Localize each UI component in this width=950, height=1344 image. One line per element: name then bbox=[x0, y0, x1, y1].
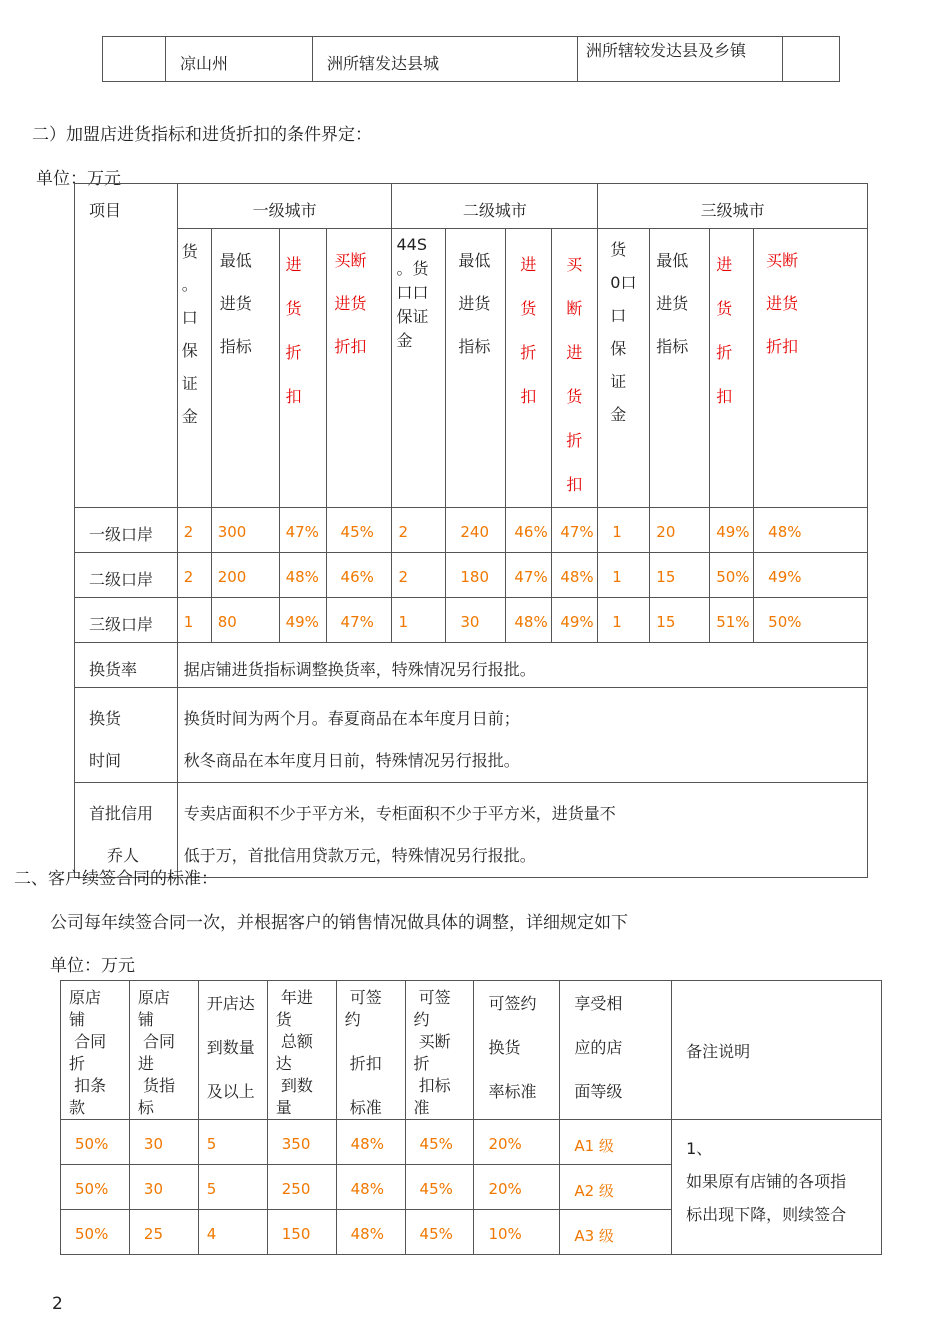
exchange-rate-text: 据店铺进货指标调整换货率，特殊情况另行报批。 bbox=[177, 643, 867, 688]
page-number: 2 bbox=[52, 1294, 63, 1314]
cell: 15 bbox=[650, 598, 710, 643]
header-cell: 可签 约 折扣 标准 bbox=[336, 981, 405, 1120]
cell: 1 bbox=[598, 553, 650, 598]
min-purchase-header: 最低 进货 指标 bbox=[650, 229, 710, 508]
cell: 47% bbox=[552, 508, 598, 553]
cell: 50% bbox=[710, 553, 754, 598]
cell: 20 bbox=[650, 508, 710, 553]
exchange-time-line: 换货时间为两个月。春夏商品在本年度月日前； bbox=[183, 709, 520, 728]
cell: 50% bbox=[61, 1165, 130, 1210]
cell: 47% bbox=[279, 508, 326, 553]
cell: 47% bbox=[506, 553, 552, 598]
city-header-2: 二级城市 bbox=[392, 184, 598, 229]
cell: 45% bbox=[405, 1120, 474, 1165]
cell: 49% bbox=[552, 598, 598, 643]
row-label: 一级口岸 bbox=[75, 508, 178, 553]
cell: 15 bbox=[650, 553, 710, 598]
cell: 240 bbox=[446, 508, 506, 553]
cell: 150 bbox=[267, 1210, 336, 1255]
paragraph: 公司每年续签合同一次，并根据客户的销售情况做具体的调整，详细规定如下 bbox=[50, 913, 628, 933]
cell: 30 bbox=[129, 1165, 198, 1210]
cell: 48% bbox=[336, 1165, 405, 1210]
city-header-1: 一级城市 bbox=[177, 184, 392, 229]
table-row bbox=[61, 1120, 882, 1165]
cell: 1 bbox=[392, 598, 446, 643]
exchange-time-label-line: 时间 bbox=[89, 751, 122, 770]
header-cell: 享受相 应的店 面等级 bbox=[560, 981, 672, 1120]
unit-label-2: 单位：万元 bbox=[50, 956, 135, 976]
table-row bbox=[75, 508, 868, 553]
deposit-header: 货 0口 口 保 证 金 bbox=[598, 229, 650, 508]
exchange-time-text bbox=[177, 688, 867, 783]
cell: 2 bbox=[177, 508, 211, 553]
section-title-1: 二）加盟店进货指标和进货折扣的条件界定： bbox=[32, 125, 372, 145]
cell: 45% bbox=[405, 1165, 474, 1210]
header-cell: 原店 铺 合同 折 扣条 款 bbox=[61, 981, 130, 1120]
cell: 5 bbox=[198, 1165, 267, 1210]
cell: 48% bbox=[506, 598, 552, 643]
credit-label-line: 乔人 bbox=[107, 846, 140, 865]
cell: 350 bbox=[267, 1120, 336, 1165]
cell: 45% bbox=[405, 1210, 474, 1255]
discount-header: 进 货 折 扣 bbox=[710, 229, 754, 508]
note-cell: 1、 如果原有店铺的各项指 标出现下降，则续签合 bbox=[672, 1120, 882, 1255]
section-title-2: 二、客户续签合同的标准： bbox=[14, 869, 218, 889]
cell: 30 bbox=[129, 1120, 198, 1165]
cell: 180 bbox=[446, 553, 506, 598]
exchange-time-line: 秋冬商品在本年度月日前，特殊情况另行报批。 bbox=[183, 751, 520, 770]
table-row bbox=[75, 553, 868, 598]
exchange-time-label-line: 换货 bbox=[89, 709, 122, 728]
cell: 2 bbox=[392, 553, 446, 598]
header-cell: 可签 约 买断 折 扣标 准 bbox=[405, 981, 474, 1120]
min-purchase-header: 最低 进货 指标 bbox=[446, 229, 506, 508]
cell: A3 级 bbox=[560, 1210, 672, 1255]
credit-text bbox=[177, 783, 867, 878]
top-cell bbox=[783, 37, 840, 82]
renewal-table bbox=[60, 980, 882, 1255]
row-label: 二级口岸 bbox=[75, 553, 178, 598]
cell: 200 bbox=[211, 553, 279, 598]
cell: 5 bbox=[198, 1120, 267, 1165]
credit-line: 低于万，首批信用贷款万元，特殊情况另行报批。 bbox=[183, 846, 536, 865]
cell: 45% bbox=[326, 508, 392, 553]
cell: 250 bbox=[267, 1165, 336, 1210]
cell: A1 级 bbox=[560, 1120, 672, 1165]
top-cell bbox=[103, 37, 166, 82]
cell: 46% bbox=[326, 553, 392, 598]
cell: 50% bbox=[754, 598, 868, 643]
cell: 300 bbox=[211, 508, 279, 553]
exchange-time-label bbox=[75, 688, 178, 783]
cell: 49% bbox=[710, 508, 754, 553]
cell: 20% bbox=[474, 1120, 560, 1165]
header-cell: 备注说明 bbox=[672, 981, 882, 1120]
cell: 51% bbox=[710, 598, 754, 643]
cell: 10% bbox=[474, 1210, 560, 1255]
header-cell: 开店达 到数量 及以上 bbox=[198, 981, 267, 1120]
cell: 49% bbox=[754, 553, 868, 598]
cell: 1 bbox=[598, 598, 650, 643]
purchase-table bbox=[74, 183, 868, 878]
top-cell: 洲所辖较发达县及乡镇 bbox=[578, 37, 783, 82]
discount-header: 进 货 折 扣 bbox=[279, 229, 326, 508]
table-row bbox=[75, 598, 868, 643]
buyout-header: 买断 进货 折扣 bbox=[326, 229, 392, 508]
top-cell: 凉山州 bbox=[166, 37, 313, 82]
header-cell: 年进 货 总额 达 到数 量 bbox=[267, 981, 336, 1120]
cell: 48% bbox=[552, 553, 598, 598]
top-table bbox=[102, 36, 840, 82]
cell: 20% bbox=[474, 1165, 560, 1210]
deposit-header: 货 。 口 保 证 金 bbox=[177, 229, 211, 508]
exchange-rate-label: 换货率 bbox=[75, 643, 178, 688]
cell: 50% bbox=[61, 1210, 130, 1255]
header-cell: 可签约 换货 率标准 bbox=[474, 981, 560, 1120]
item-header: 项目 bbox=[75, 184, 178, 508]
discount-header: 进 货 折 扣 bbox=[506, 229, 552, 508]
cell: 4 bbox=[198, 1210, 267, 1255]
city-header-3: 三级城市 bbox=[598, 184, 868, 229]
header-cell: 原店 铺 合同 进 货指 标 bbox=[129, 981, 198, 1120]
cell: 25 bbox=[129, 1210, 198, 1255]
credit-line: 专卖店面积不少于平方米，专柜面积不少于平方米，进货量不 bbox=[183, 804, 616, 823]
cell: 48% bbox=[336, 1120, 405, 1165]
deposit-header: 44S 。货 口口 保证 金 bbox=[392, 229, 446, 508]
cell: 1 bbox=[598, 508, 650, 553]
top-cell: 洲所辖发达县城 bbox=[313, 37, 578, 82]
cell: 48% bbox=[754, 508, 868, 553]
cell: 48% bbox=[336, 1210, 405, 1255]
cell: 50% bbox=[61, 1120, 130, 1165]
cell: 1 bbox=[177, 598, 211, 643]
buyout-header: 买 断 进 货 折 扣 bbox=[552, 229, 598, 508]
row-label: 三级口岸 bbox=[75, 598, 178, 643]
unit-label-1: 单位：万元 bbox=[36, 169, 121, 189]
credit-label-line: 首批信用 bbox=[89, 804, 154, 823]
cell: 47% bbox=[326, 598, 392, 643]
cell: 46% bbox=[506, 508, 552, 553]
cell: 80 bbox=[211, 598, 279, 643]
cell: 48% bbox=[279, 553, 326, 598]
min-purchase-header: 最低 进货 指标 bbox=[211, 229, 279, 508]
cell: 2 bbox=[392, 508, 446, 553]
cell: 2 bbox=[177, 553, 211, 598]
cell: 49% bbox=[279, 598, 326, 643]
cell: 30 bbox=[446, 598, 506, 643]
cell: A2 级 bbox=[560, 1165, 672, 1210]
buyout-header: 买断 进货 折扣 bbox=[754, 229, 868, 508]
